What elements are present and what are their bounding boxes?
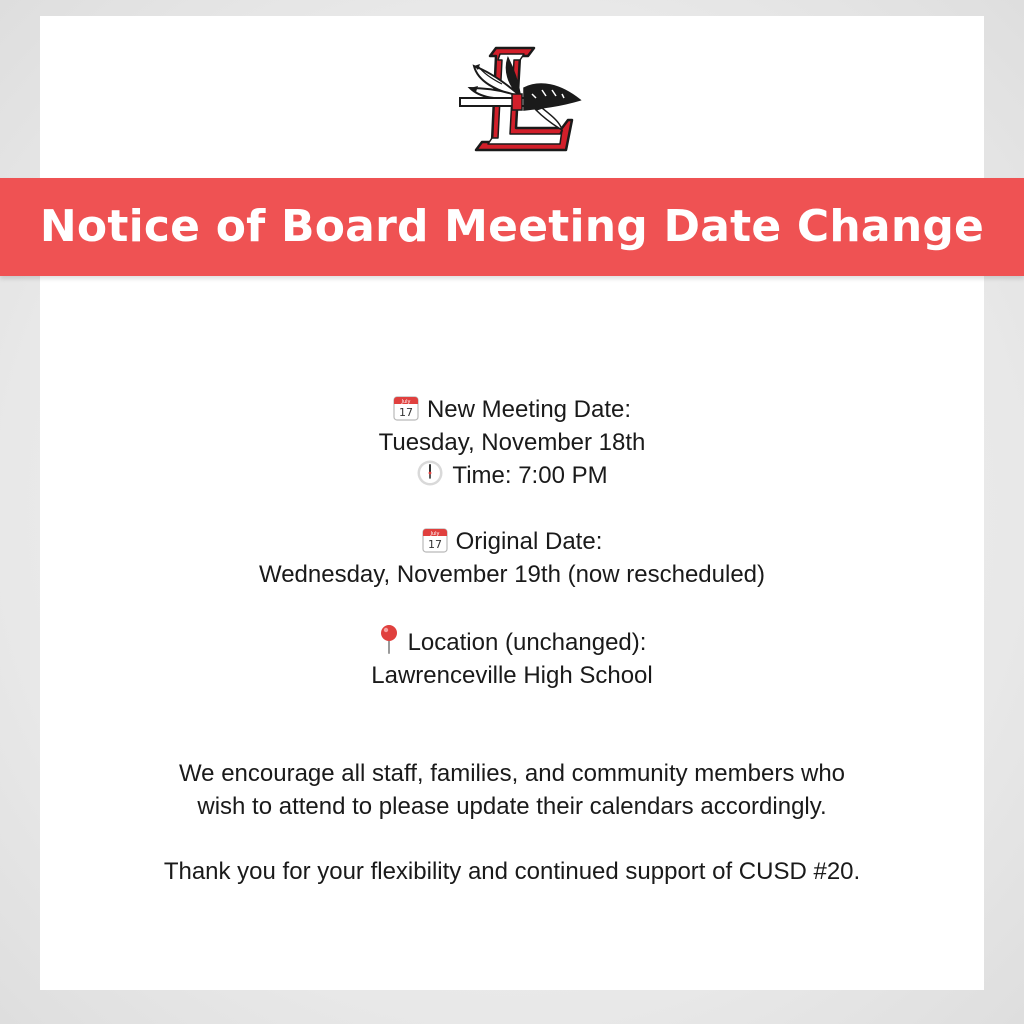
location-label-line (40, 624, 984, 659)
original-date-section (40, 525, 984, 591)
school-logo (456, 44, 584, 154)
clock-icon (416, 459, 444, 487)
thanks-message: Thank you for your flexibility and continued support of CUSD #20. (163, 858, 861, 885)
location-section (40, 624, 984, 692)
new-meeting-section (40, 393, 984, 492)
calendar-day: 17 (398, 406, 413, 419)
title-banner (0, 178, 1024, 276)
message-line-2: wish to attend to please update their calendars accordingly. (197, 793, 827, 820)
calendar-day: 17 (427, 538, 442, 551)
original-date: Wednesday, November 19th (now rescheduled) (258, 561, 766, 588)
notice-card (40, 16, 984, 990)
new-meeting-label-line (40, 393, 984, 426)
new-meeting-date: Tuesday, November 18th (378, 429, 646, 456)
page-title: Notice of Board Meeting Date Change (39, 200, 985, 252)
new-meeting-time: Time: 7:00 PM (452, 462, 608, 489)
calendar-month: July (401, 399, 411, 405)
thanks-section (40, 855, 984, 888)
calendar-month: July (430, 531, 440, 537)
message-line-1: We encourage all staff, families, and community members who (178, 760, 846, 787)
original-date-label: Original Date: (455, 528, 603, 555)
encouragement-section (40, 757, 984, 823)
pin-icon (378, 624, 400, 654)
location-label: Location (unchanged): (407, 629, 647, 656)
original-date-label-line (40, 525, 984, 558)
calendar-icon (393, 395, 419, 421)
location-value: Lawrenceville High School (371, 662, 653, 689)
calendar-icon (422, 527, 448, 553)
new-meeting-time-line (40, 459, 984, 492)
new-meeting-label: New Meeting Date: (426, 396, 632, 423)
